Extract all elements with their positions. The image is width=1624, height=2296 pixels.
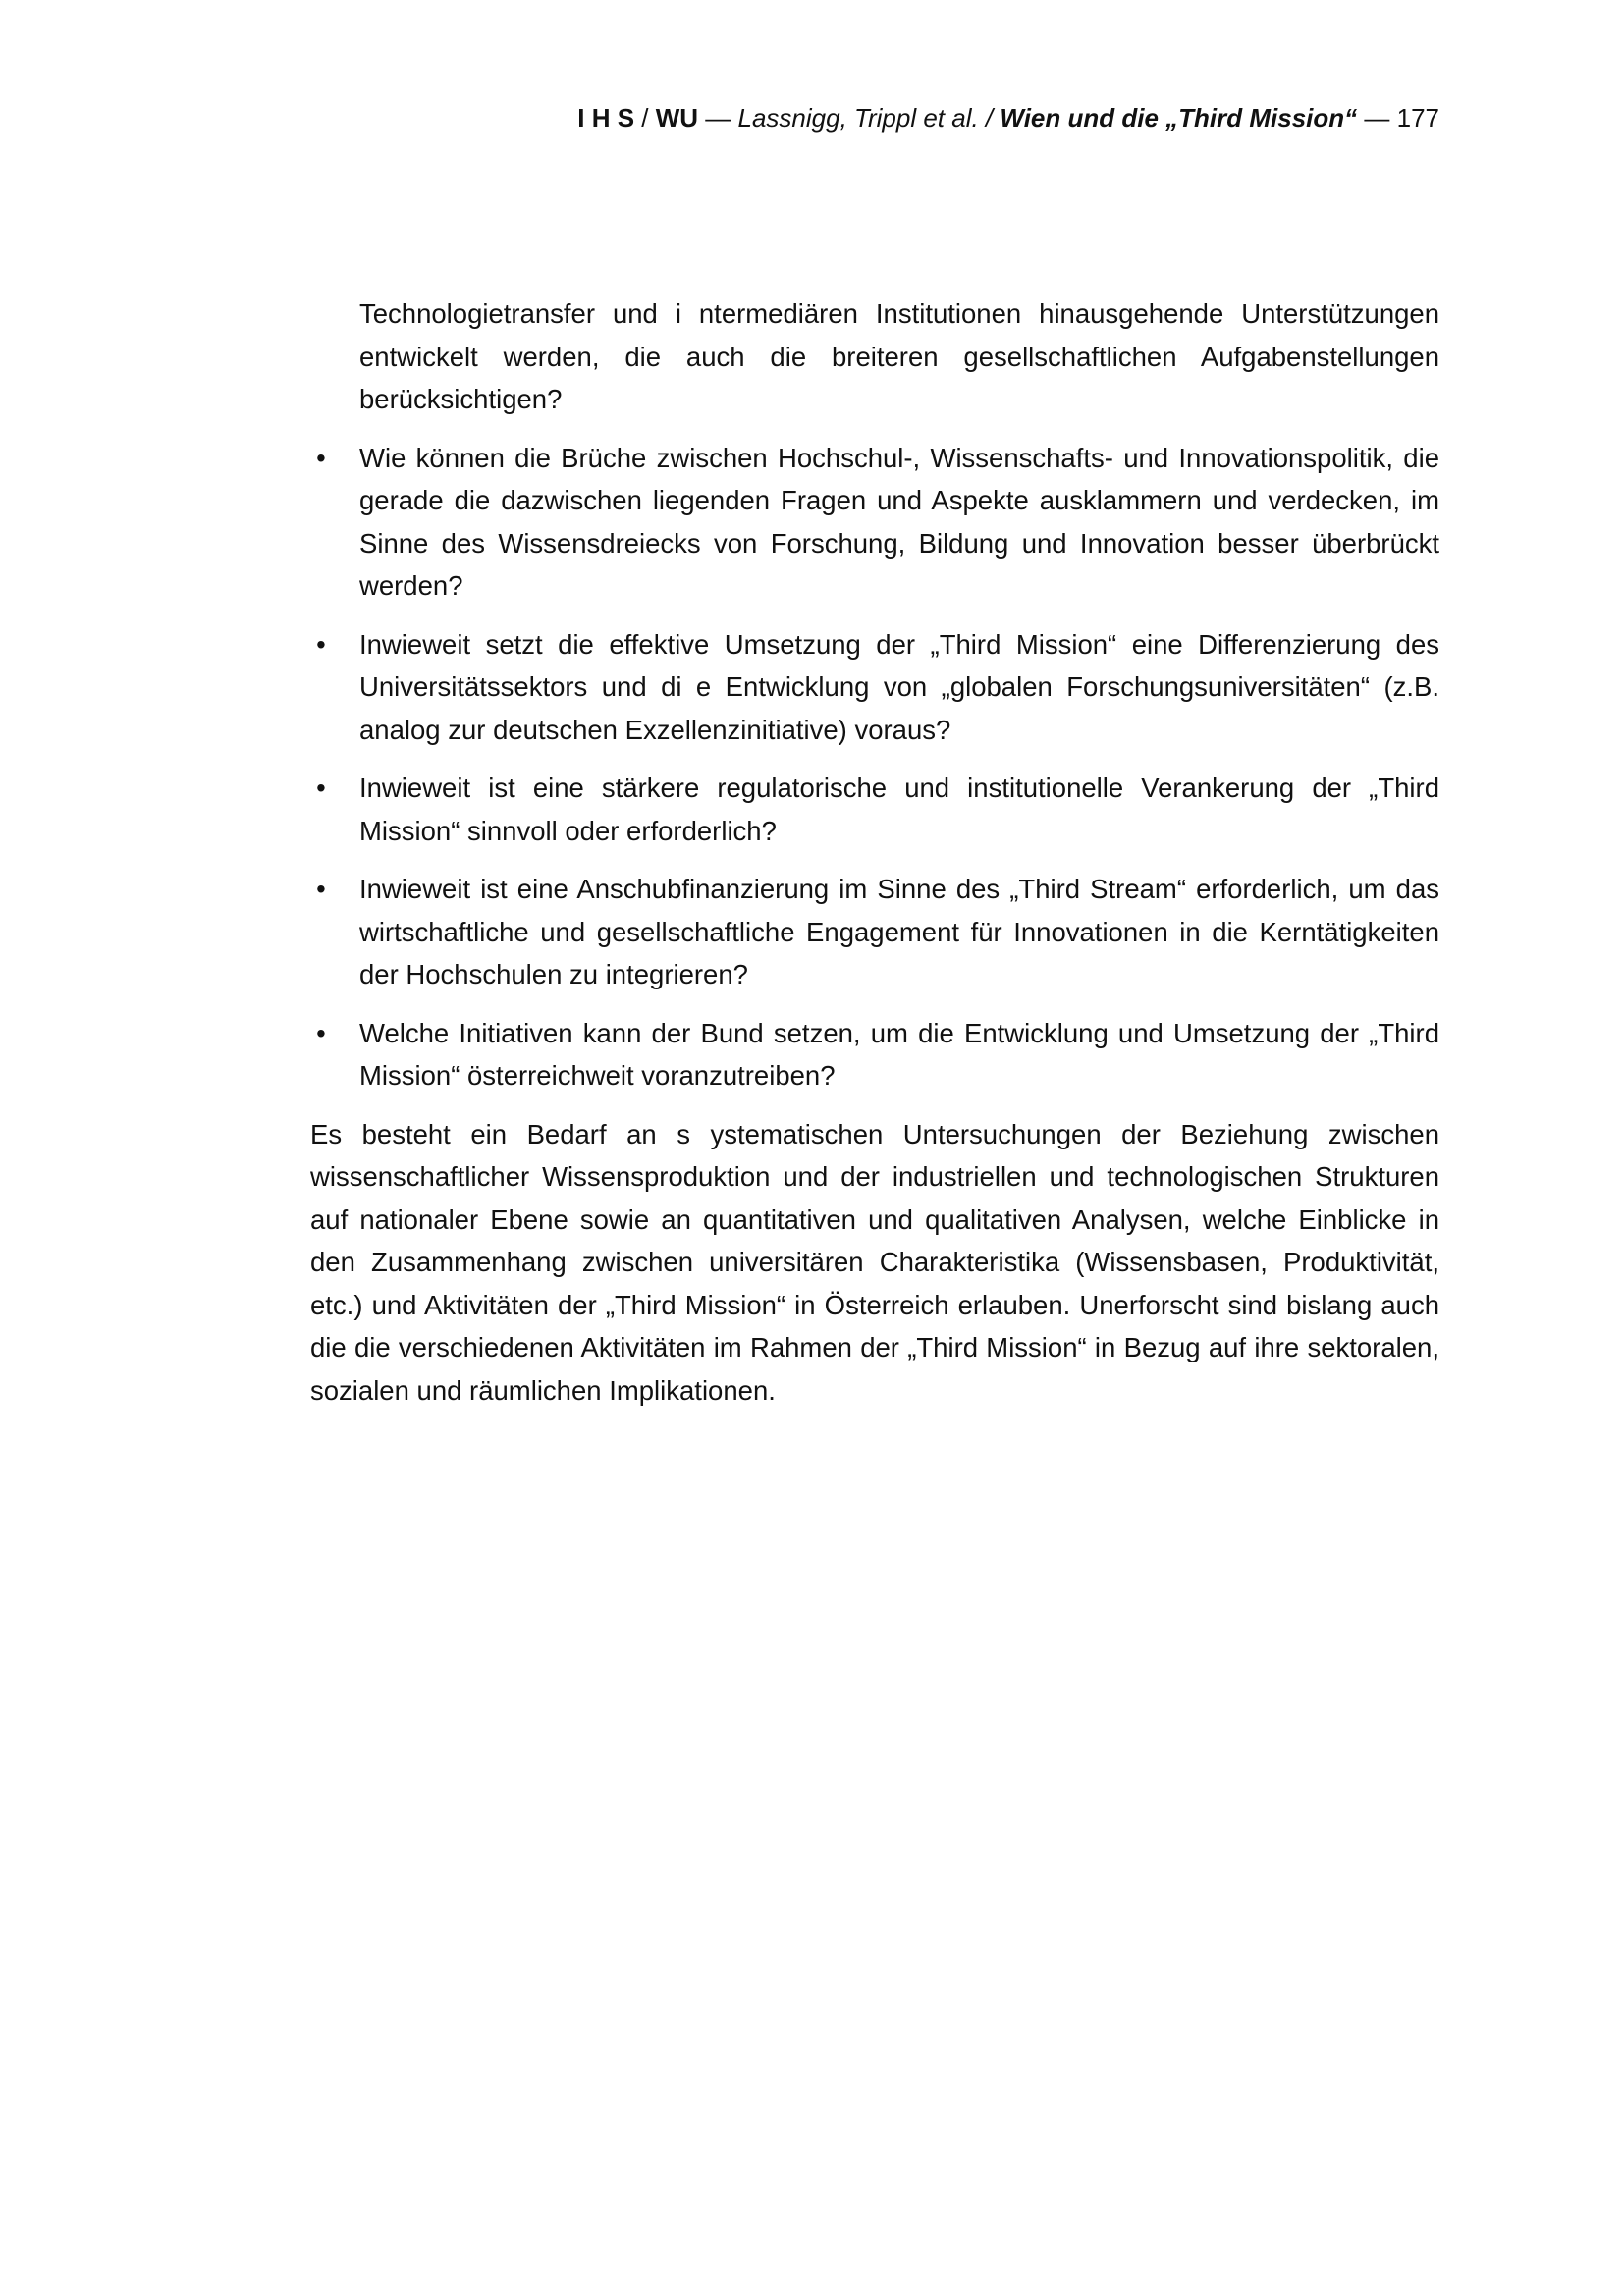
- header-authors: Lassnigg, Trippl et al. /: [737, 103, 1001, 133]
- header-institution: I H S: [577, 103, 635, 133]
- bullet-marker: •: [316, 442, 326, 473]
- bullet-item: [310, 868, 1439, 996]
- continuation-paragraph: Technologietransfer und i ntermediären Institutionen hinausgehende Unterstützungen entwickelt werden, die auch die breiteren gesellschaftlichen Aufgabenstellungen berücksichtigen?: [359, 298, 1439, 414]
- bullet-text: Inwieweit ist eine stärkere regulatorische und institutionelle Verankerung der „Third Mission“ sinnvoll oder erforderlich?: [359, 773, 1439, 846]
- header-dash-2: —: [1357, 103, 1397, 133]
- bullet-marker: •: [316, 874, 326, 904]
- bullet-marker: •: [316, 773, 326, 803]
- header-dash: —: [698, 103, 738, 133]
- bullet-text: Welche Initiativen kann der Bund setzen, um die Entwicklung und Umsetzung der „Third Mission“ österreichweit voranzutreiben?: [359, 1017, 1439, 1091]
- closing-paragraph: Es besteht ein Bedarf an s ystematischen Untersuchungen der Beziehung zwischen wissenschaftlicher Wissensproduktion und der industriellen und technologischen Strukturen auf nationaler Ebene sowie an quantitativen und qualitativen Analysen, welche Einblicke in den Zusammenhang zwischen universitären Charakteristika (Wissensbasen, Produktivität, etc.) und Aktivitäten der „Third Mission“ in Österreich erlauben. Unerforscht sind bislang auch die die verschiedenen Aktivitäten im Rahmen der „Third Mission“ in Bezug auf ihre sektoralen, sozialen und räumlichen Implikationen.: [310, 1118, 1439, 1406]
- bullet-item: [310, 767, 1439, 852]
- header-title: Wien und die „Third Mission“: [1000, 103, 1358, 133]
- bullet-marker: •: [316, 628, 326, 660]
- page-body: [310, 293, 1439, 1412]
- bullet-item: [310, 1012, 1439, 1097]
- bullet-text: Inwieweit setzt die effektive Umsetzung der „Third Mission“ eine Differenzierung des Universitätssektors und di e Entwicklung von „globalen Forschungsuniversitäten“ (z.B. analog zur deutschen Exzellenzinitiative) voraus?: [359, 628, 1439, 745]
- bullet-text: Wie können die Brüche zwischen Hochschul-, Wissenschafts- und Innovationspolitik, die gerade die dazwischen liegenden Fragen und Aspekte ausklammern und verdecken, im Sinne des Wissensdreiecks von Forschung, Bildung und Innovation besser überbrückt werden?: [359, 442, 1439, 601]
- bullet-text: Inwieweit ist eine Anschubfinanzierung im Sinne des „Third Stream“ erforderlich, um das wirtschaftliche und gesellschaftliche Engagement für Innovationen in die Kerntätigkeiten der Hochschulen zu integrieren?: [359, 874, 1439, 989]
- header-org: WU: [655, 103, 699, 133]
- bullet-marker: •: [316, 1017, 326, 1048]
- bullet-item: [310, 623, 1439, 752]
- header-separator: /: [634, 103, 656, 133]
- page-number: 177: [1396, 103, 1439, 133]
- running-header: [310, 100, 1439, 135]
- bullet-item: [310, 437, 1439, 608]
